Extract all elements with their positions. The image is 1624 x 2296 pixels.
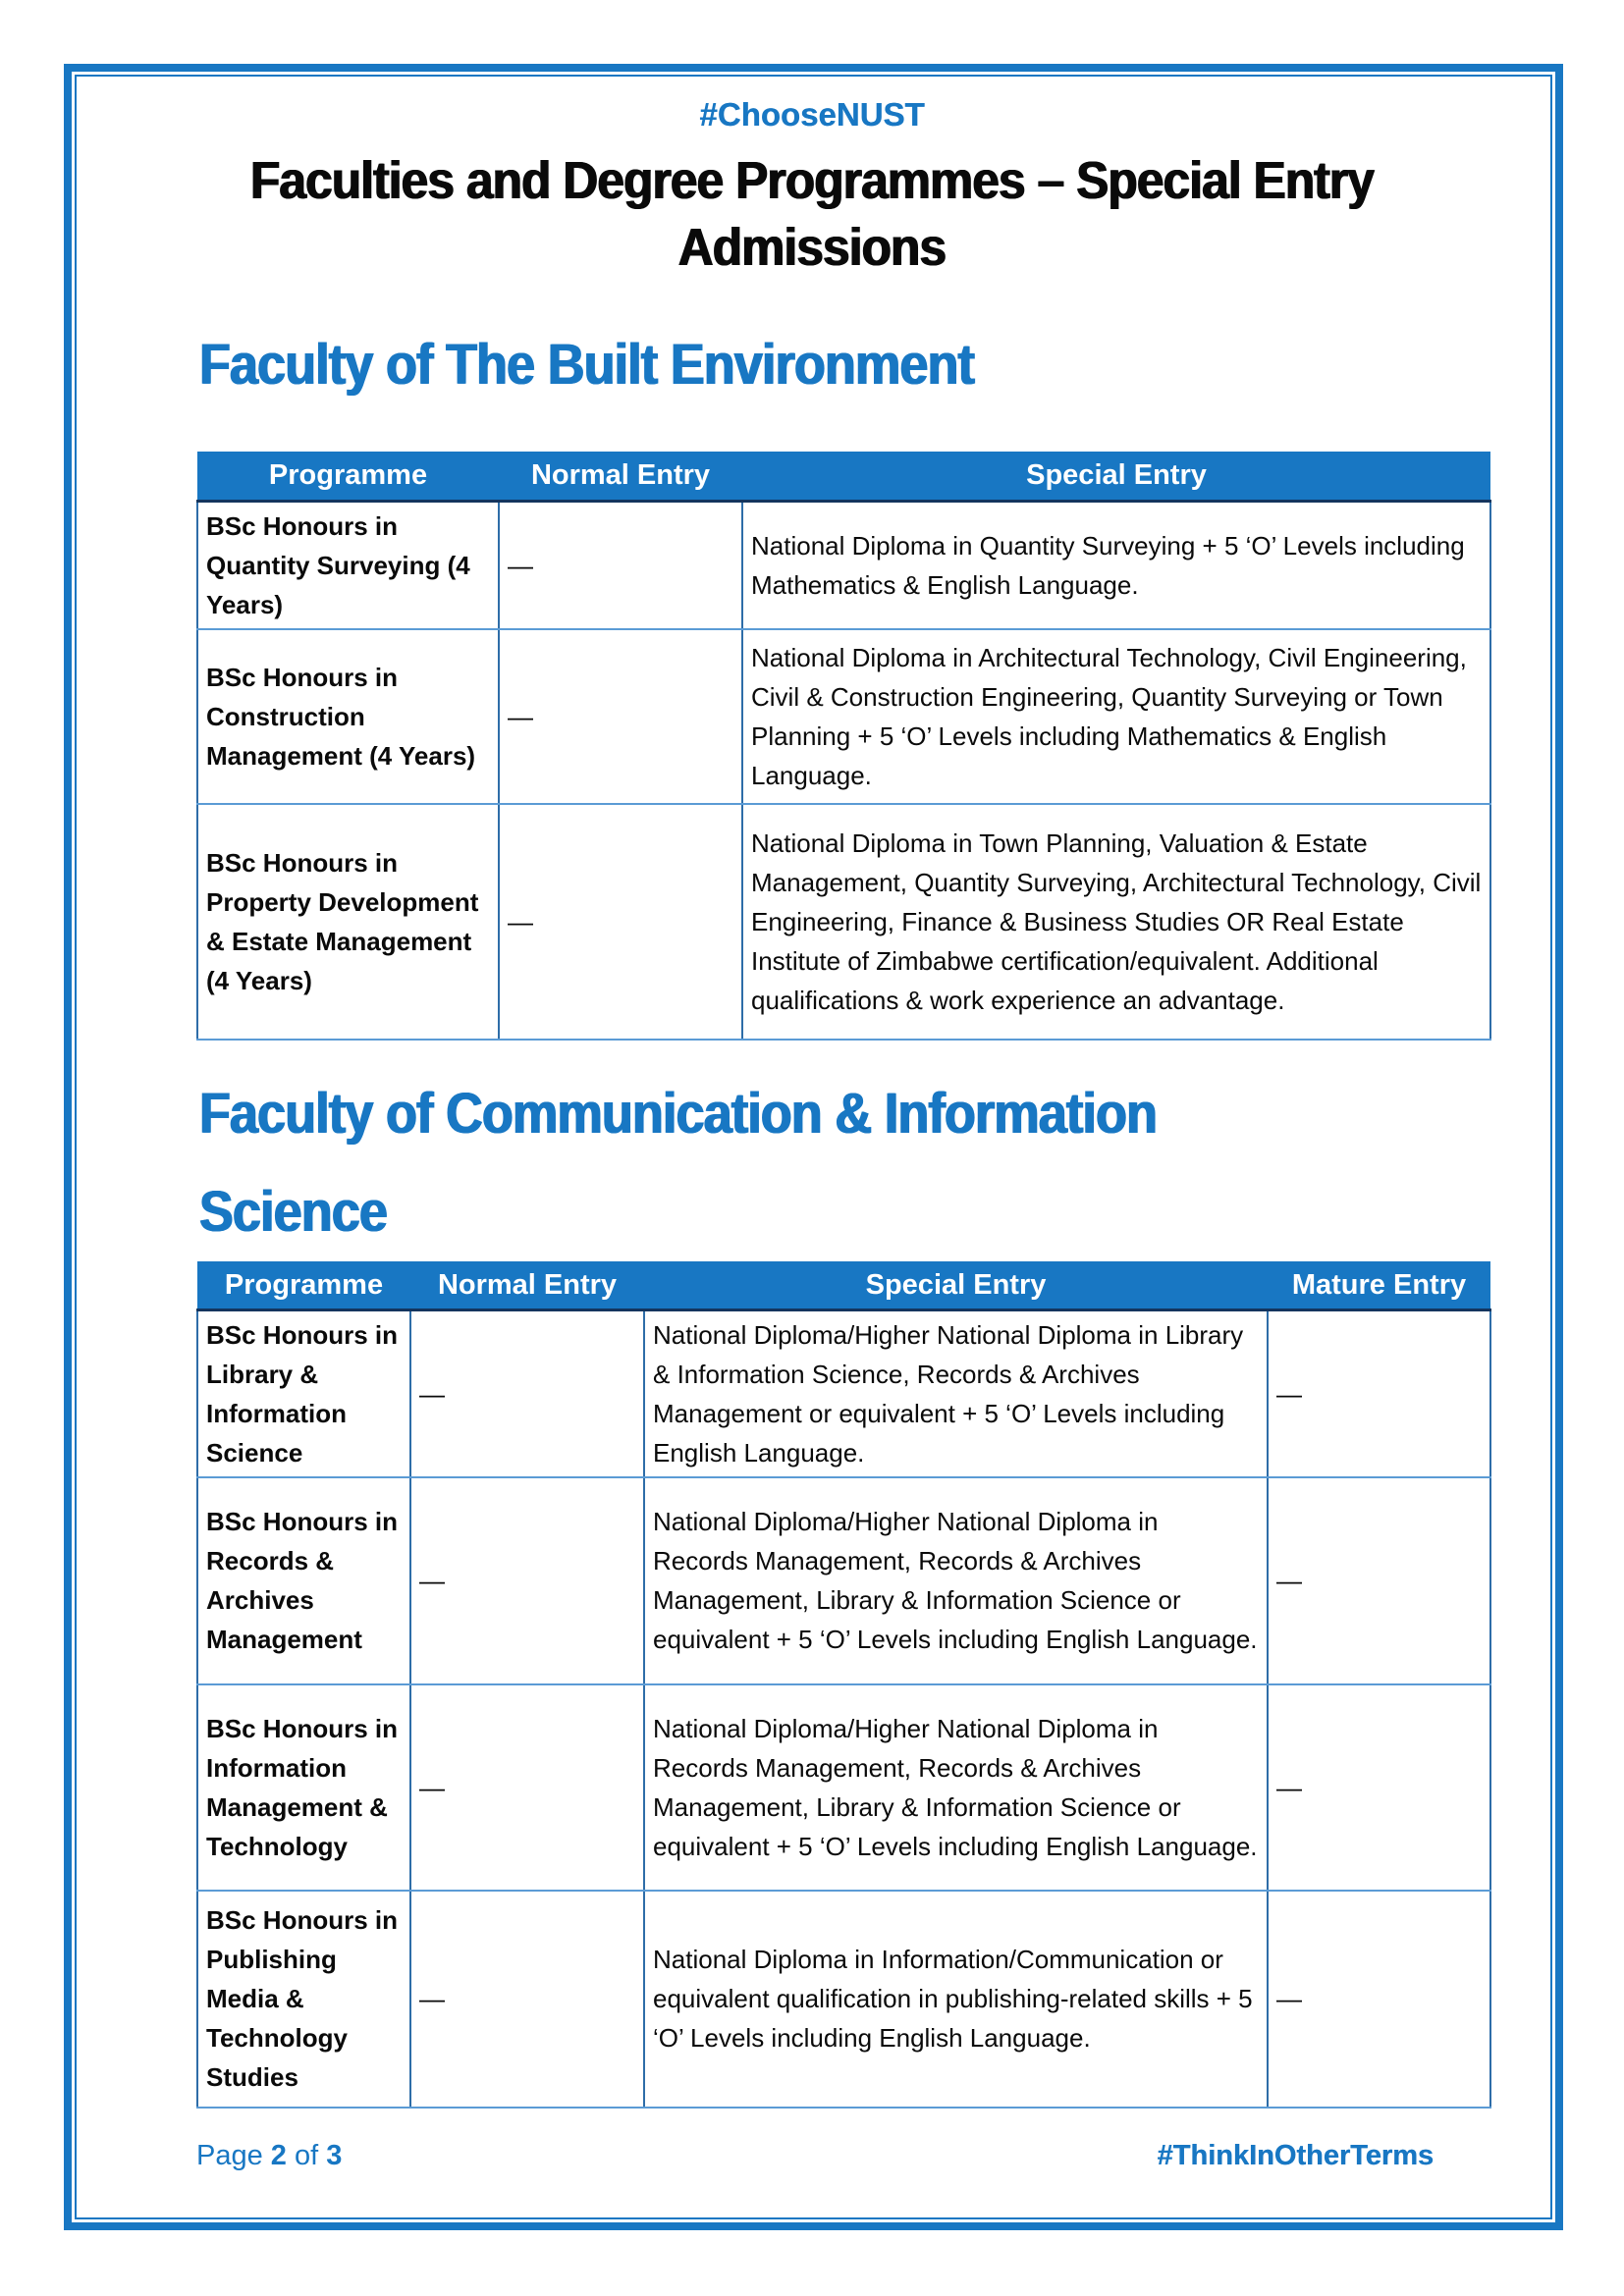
programme-cell: BSc Honours in Quantity Surveying (4 Years) [197,501,499,629]
programme-cell: BSc Honours in Construction Management (4 Years) [197,629,499,804]
programme-cell: BSc Honours in Library & Information Science [197,1309,410,1477]
table-built-environment [196,452,1491,1041]
table-row [197,1309,1490,1477]
programme-cell: BSc Honours in Records & Archives Management [197,1477,410,1684]
footer-hashtag: #ThinkInOtherTerms [1157,2140,1434,2171]
programme-cell: BSc Honours in Information Management & Technology [197,1684,410,1891]
table-row [197,629,1490,804]
normal-entry-cell: — [410,1477,644,1684]
document-title-line-1: Faculties and Degree Programmes – Special Entry [249,151,1375,210]
programme-cell: BSc Honours in Property Development & Estate Management (4 Years) [197,804,499,1040]
mature-entry-cell: — [1268,1477,1490,1684]
section-heading-communication-information-science: Faculty of Communication & Information Science [199,1082,1158,1244]
special-entry-cell: National Diploma in Information/Communication or equivalent qualification in publishing-related skills + 5 ‘O’ Levels including English Language. [644,1891,1268,2108]
column-header-special-entry: Special Entry [742,452,1490,501]
special-entry-cell: National Diploma/Higher National Diploma in Records Management, Records & Archives Management, Library & Information Science or equivalent + 5 ‘O’ Levels including English Language. [644,1477,1268,1684]
table-row [197,804,1490,1040]
column-header-programme: Programme [197,1261,410,1309]
programme-cell: BSc Honours in Publishing Media & Technology Studies [197,1891,410,2108]
document-title-line-2: Admissions [677,218,947,277]
special-entry-cell: National Diploma in Architectural Technology, Civil Engineering, Civil & Construction Engineering, Quantity Surveying or Town Planning + 5 ‘O’ Levels including Mathematics & English Language. [742,629,1490,804]
document-title [180,147,1444,281]
header-hashtag: #ChooseNUST [699,96,925,133]
special-entry-cell: National Diploma in Quantity Surveying + 5 ‘O’ Levels including Mathematics & English Language. [742,501,1490,629]
page-number: 2 [270,2140,287,2171]
mature-entry-cell: — [1268,1684,1490,1891]
column-header-programme: Programme [197,452,499,501]
normal-entry-cell: — [410,1309,644,1477]
table-row [197,1891,1490,2108]
section-heading-built-environment: Faculty of The Built Environment [199,333,975,397]
normal-entry-cell: — [410,1684,644,1891]
normal-entry-cell: — [410,1891,644,2108]
special-entry-cell: National Diploma in Town Planning, Valuation & Estate Management, Quantity Surveying, Architectural Technology, Civil Engineering, Finance & Business Studies OR Real Estate Institute of Zimbabwe certification/equivalent. Additional qualifications & work experience an advantage. [742,804,1490,1040]
column-header-normal-entry: Normal Entry [410,1261,644,1309]
column-header-normal-entry: Normal Entry [499,452,742,501]
mature-entry-cell: — [1268,1891,1490,2108]
page-footer [196,2140,1434,2172]
mature-entry-cell: — [1268,1309,1490,1477]
table-communication-information-science [196,1261,1491,2109]
page-number-indicator: Page 2 of 3 [196,2140,343,2171]
table-header-row [197,1261,1490,1309]
special-entry-cell: National Diploma/Higher National Diploma in Library & Information Science, Records & Archives Management or equivalent + 5 ‘O’ Levels including English Language. [644,1309,1268,1477]
table-row [197,1477,1490,1684]
special-entry-cell: National Diploma/Higher National Diploma in Records Management, Records & Archives Management, Library & Information Science or equivalent + 5 ‘O’ Levels including English Language. [644,1684,1268,1891]
normal-entry-cell: — [499,501,742,629]
table-header-row [197,452,1490,501]
normal-entry-cell: — [499,804,742,1040]
table-row [197,501,1490,629]
column-header-mature-entry: Mature Entry [1268,1261,1490,1309]
column-header-special-entry: Special Entry [644,1261,1268,1309]
normal-entry-cell: — [499,629,742,804]
page-total: 3 [326,2140,343,2171]
table-row [197,1684,1490,1891]
